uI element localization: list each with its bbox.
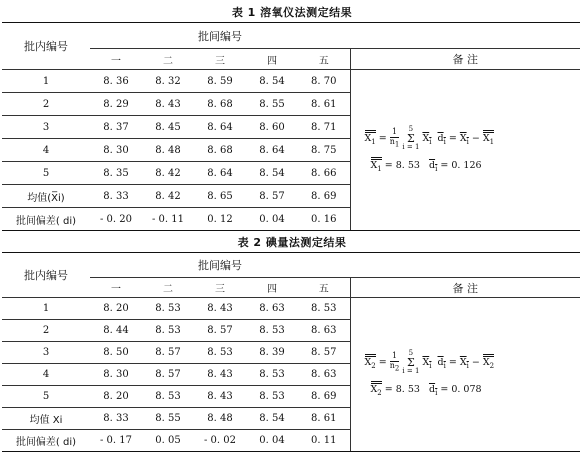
cell: 8. 42: [155, 167, 181, 179]
cell: 8. 53: [298, 298, 350, 320]
cell: 8. 44: [103, 325, 129, 336]
cell: 8. 53: [155, 303, 181, 314]
cell: 8. 53: [259, 325, 285, 336]
cell: 8. 48: [155, 144, 181, 156]
col-header-2: 二: [163, 284, 173, 295]
cell: - 0. 17: [99, 435, 132, 446]
cell: 8. 53: [259, 391, 285, 402]
col-header-4: 四: [267, 284, 277, 295]
formula-mean-definition: $X_1$ = $\frac{1}{n_1} 5$ Σ i = 1 $X_i$ $d_i = X_i - X_1$: [364, 124, 495, 151]
cell: 8. 57: [207, 325, 233, 336]
cell: 8. 63: [259, 303, 285, 314]
table2-notes: [350, 298, 580, 452]
cell: 8. 63: [298, 320, 350, 342]
row-header: 批内编号: [2, 253, 90, 298]
col-header-3: 三: [215, 284, 225, 295]
cell: 8. 48: [207, 413, 233, 424]
cell: 8. 54: [259, 167, 285, 179]
cell: 8. 61: [298, 93, 350, 116]
cell: 8. 35: [103, 167, 129, 179]
col-group-label: 批间编号: [90, 253, 350, 278]
cell: 8. 69: [298, 386, 350, 408]
cell: 8. 63: [298, 364, 350, 386]
cell: 8. 55: [155, 413, 181, 424]
row-label: 5: [42, 391, 50, 402]
cell: 8. 42: [155, 190, 181, 202]
cell: 8. 69: [298, 185, 350, 208]
cell: 8. 61: [298, 408, 350, 430]
row-label: 2: [42, 98, 50, 110]
cell: 8. 54: [259, 75, 285, 87]
col-group-label: 批间编号: [90, 23, 350, 49]
table1-caption: 表 1 溶氧仪法测定结果: [231, 6, 353, 19]
cell: 0. 05: [155, 435, 181, 446]
col-header-5: 五: [298, 49, 350, 70]
cell: 8. 32: [155, 75, 181, 87]
cell: 8. 43: [155, 98, 181, 110]
cell: 0. 16: [298, 208, 350, 231]
cell: 8. 53: [259, 369, 285, 380]
cell: 8. 75: [298, 139, 350, 162]
cell: 8. 33: [103, 413, 129, 424]
row-label: 1: [42, 75, 50, 87]
cell: 8. 54: [259, 413, 285, 424]
cell: 8. 57: [259, 190, 285, 202]
col-header-5: 五: [298, 278, 350, 298]
cell: 8. 37: [103, 121, 129, 133]
table2: [2, 252, 580, 452]
cell: 0. 12: [207, 213, 233, 225]
cell: 8. 30: [103, 369, 129, 380]
row-label-mean: 均值 Xi: [29, 415, 63, 426]
cell: 8. 57: [298, 342, 350, 364]
cell: 8. 57: [155, 369, 181, 380]
row-label: 4: [42, 144, 50, 156]
row-label: 5: [42, 167, 50, 179]
col-header-2: 二: [163, 55, 173, 67]
cell: 8. 53: [207, 347, 233, 358]
table1: [2, 22, 580, 231]
cell: - 0. 20: [99, 213, 132, 225]
cell: - 0. 02: [203, 435, 236, 446]
row-label: 4: [42, 369, 50, 380]
cell: 8. 64: [207, 167, 233, 179]
cell: 8. 55: [259, 98, 285, 110]
cell: 8. 43: [207, 391, 233, 402]
cell: 8. 20: [103, 303, 129, 314]
formula-results: $X_1 = 8$. 53 $d_i = 0$. 126: [365, 157, 581, 174]
cell: 8. 64: [207, 121, 233, 133]
cell: 8. 66: [298, 162, 350, 185]
cell: 8. 68: [207, 144, 233, 156]
cell: 8. 36: [103, 75, 129, 87]
cell: 8. 45: [155, 121, 181, 133]
row-label-mean: 均值(X̅i): [27, 192, 65, 204]
row-label: 3: [42, 121, 50, 133]
cell: 8. 64: [259, 144, 285, 156]
row-label: 3: [42, 347, 50, 358]
cell: 8. 70: [298, 70, 350, 93]
cell: 8. 50: [103, 347, 129, 358]
cell: 8. 59: [207, 75, 233, 87]
formula-results: $X_2 = 8$. 53 $d_i = 0$. 078: [365, 381, 581, 398]
table2-caption: 表 2 碘量法测定结果: [237, 236, 347, 249]
cell: 8. 39: [259, 347, 285, 358]
row-header: 批内编号: [2, 23, 90, 70]
cell: 8. 43: [207, 303, 233, 314]
row-label: 1: [42, 303, 50, 314]
cell: 8. 43: [207, 369, 233, 380]
cell: 8. 60: [259, 121, 285, 133]
notes-header: 备 注: [452, 53, 478, 66]
cell: 8. 29: [103, 98, 129, 110]
cell: 8. 20: [103, 391, 129, 402]
row-label: 2: [42, 325, 50, 336]
table1-notes: [350, 70, 580, 231]
col-header-3: 三: [215, 55, 225, 67]
formula-mean-definition: $X_2$ = $\frac{1}{n_2} 5$ Σ i = 1 $X_i$ $d_i = X_i - X_2$: [364, 349, 495, 376]
col-header-1: 一: [111, 55, 121, 67]
cell: 8. 71: [298, 116, 350, 139]
cell: 8. 30: [103, 144, 129, 156]
col-header-4: 四: [267, 55, 277, 67]
col-header-1: 一: [111, 284, 121, 295]
cell: 8. 33: [103, 190, 129, 202]
cell: 0. 04: [259, 435, 285, 446]
cell: 8. 65: [207, 190, 233, 202]
row-label-deviation: 批间偏差( di): [15, 215, 77, 227]
cell: 8. 53: [155, 325, 181, 336]
cell: 0. 04: [259, 213, 285, 225]
cell: 8. 68: [207, 98, 233, 110]
row-label-deviation: 批间偏差( di): [15, 437, 77, 448]
notes-header: 备 注: [452, 281, 478, 295]
cell: 8. 57: [155, 347, 181, 358]
cell: 0. 11: [298, 430, 350, 452]
cell: - 0. 11: [151, 213, 184, 225]
cell: 8. 53: [155, 391, 181, 402]
